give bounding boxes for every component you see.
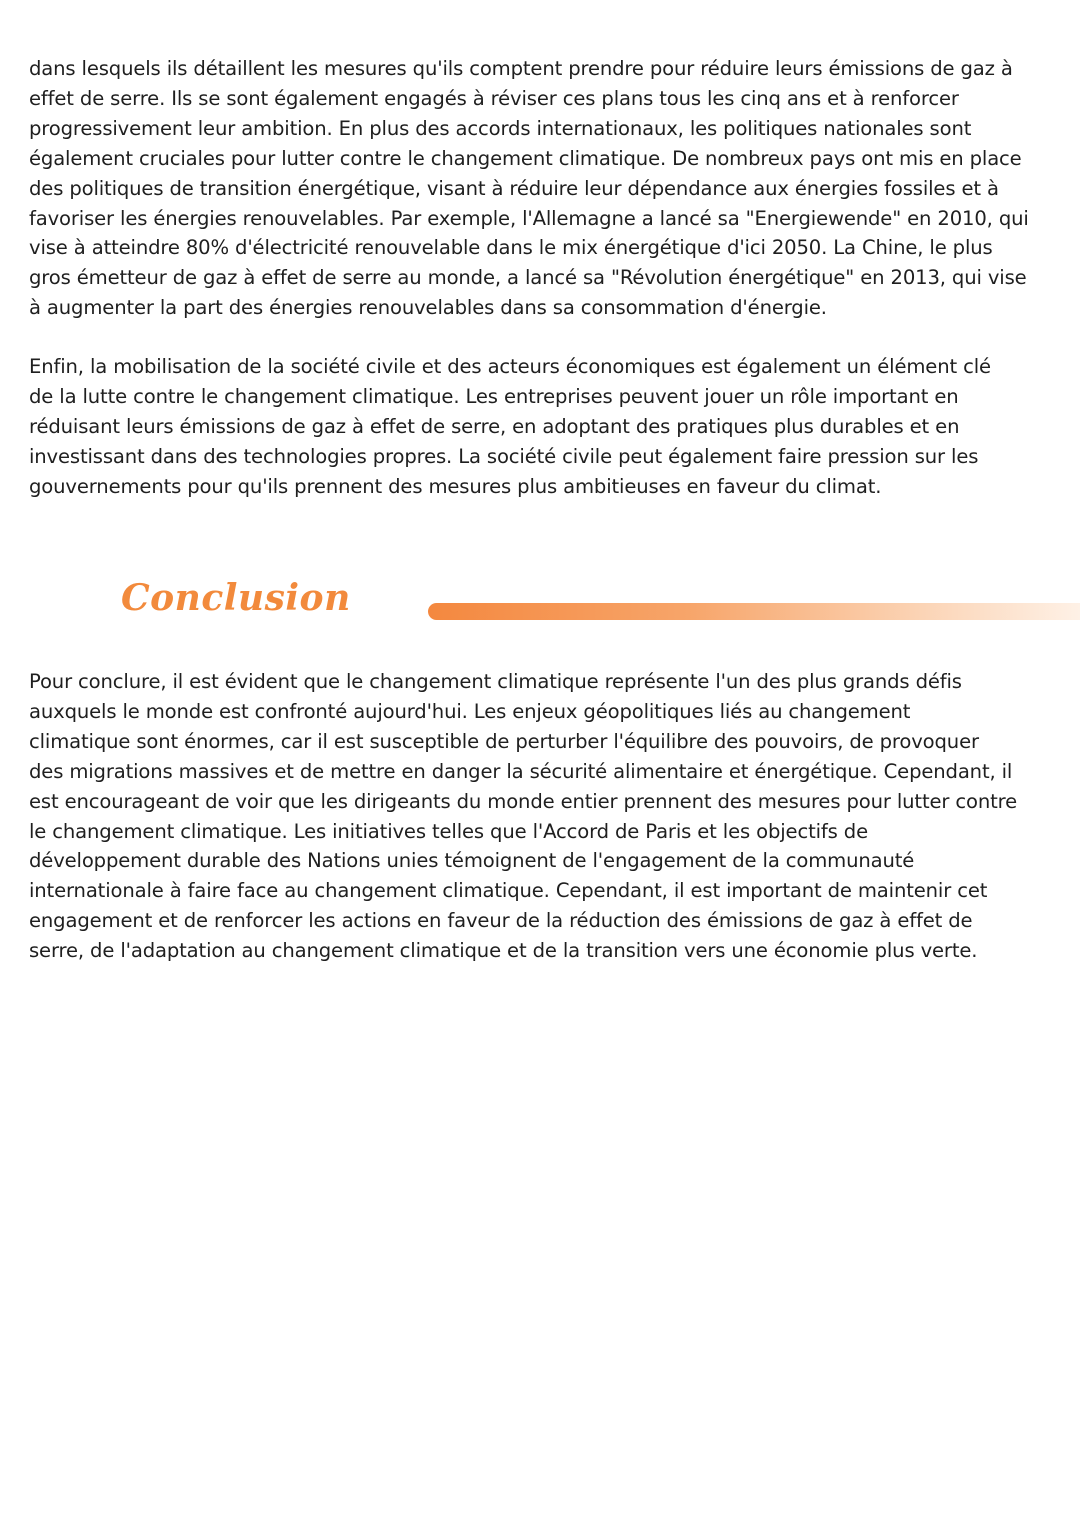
body-paragraph-civil-society: Enfin, la mobilisation de la société civile et des acteurs économiques est également un élément clé de la lutte contre le changement climatique. Les entreprises peuvent jouer un rôle important en réduisant leurs émissions de gaz à effet de serre, en adoptant des pratiques plus durables et en investissant dans des technologies propres. La société civile peut également faire pression sur les gouvernements pour qu'ils prennent des mesures plus ambitieuses en faveur du climat. [29,355,991,498]
heading-decorative-bar [428,603,1080,620]
section-heading-conclusion: Conclusion [121,577,351,619]
body-paragraph-national-policies: dans lesquels ils détaillent les mesures qu'ils comptent prendre pour réduire leurs émissions de gaz à effet de serre. Ils se sont également engagés à réviser ces plans tous les cinq ans et à renforcer progressivement leur ambition. En plus des accords internationaux, les politiques nationales sont également cruciales pour lutter contre le changement climatique. De nombreux pays ont mis en place des politiques de transition énergétique, visant à réduire leur dépendance aux énergies fossiles et à favoriser les énergies renouvelables. Par exemple, l'Allemagne a lancé sa "Energiewende" en 2010, qui vise à atteindre 80% d'électricité renouvelable dans le mix énergétique d'ici 2050. La Chine, le plus gros émetteur de gaz à effet de serre au monde, a lancé sa "Révolution énergétique" en 2013, qui vise à augmenter la part des énergies renouvelables dans sa consommation d'énergie. [29,57,1029,320]
body-paragraph-conclusion: Pour conclure, il est évident que le changement climatique représente l'un des plus grands défis auxquels le monde est confronté aujourd'hui. Les enjeux géopolitiques liés au changement climatique sont énormes, car il est susceptible de perturber l'équilibre des pouvoirs, de provoquer des migrations massives et de mettre en danger la sécurité alimentaire et énergétique. Cependant, il est encourageant de voir que les dirigeants du monde entier prennent des mesures pour lutter contre le changement climatique. Les initiatives telles que l'Accord de Paris et les objectifs de développement durable des Nations unies témoignent de l'engagement de la communauté internationale à faire face au changement climatique. Cependant, il est important de maintenir cet engagement et de renforcer les actions en faveur de la réduction des émissions de gaz à effet de serre, de l'adaptation au changement climatique et de la transition vers une économie plus verte. [29,670,1018,963]
